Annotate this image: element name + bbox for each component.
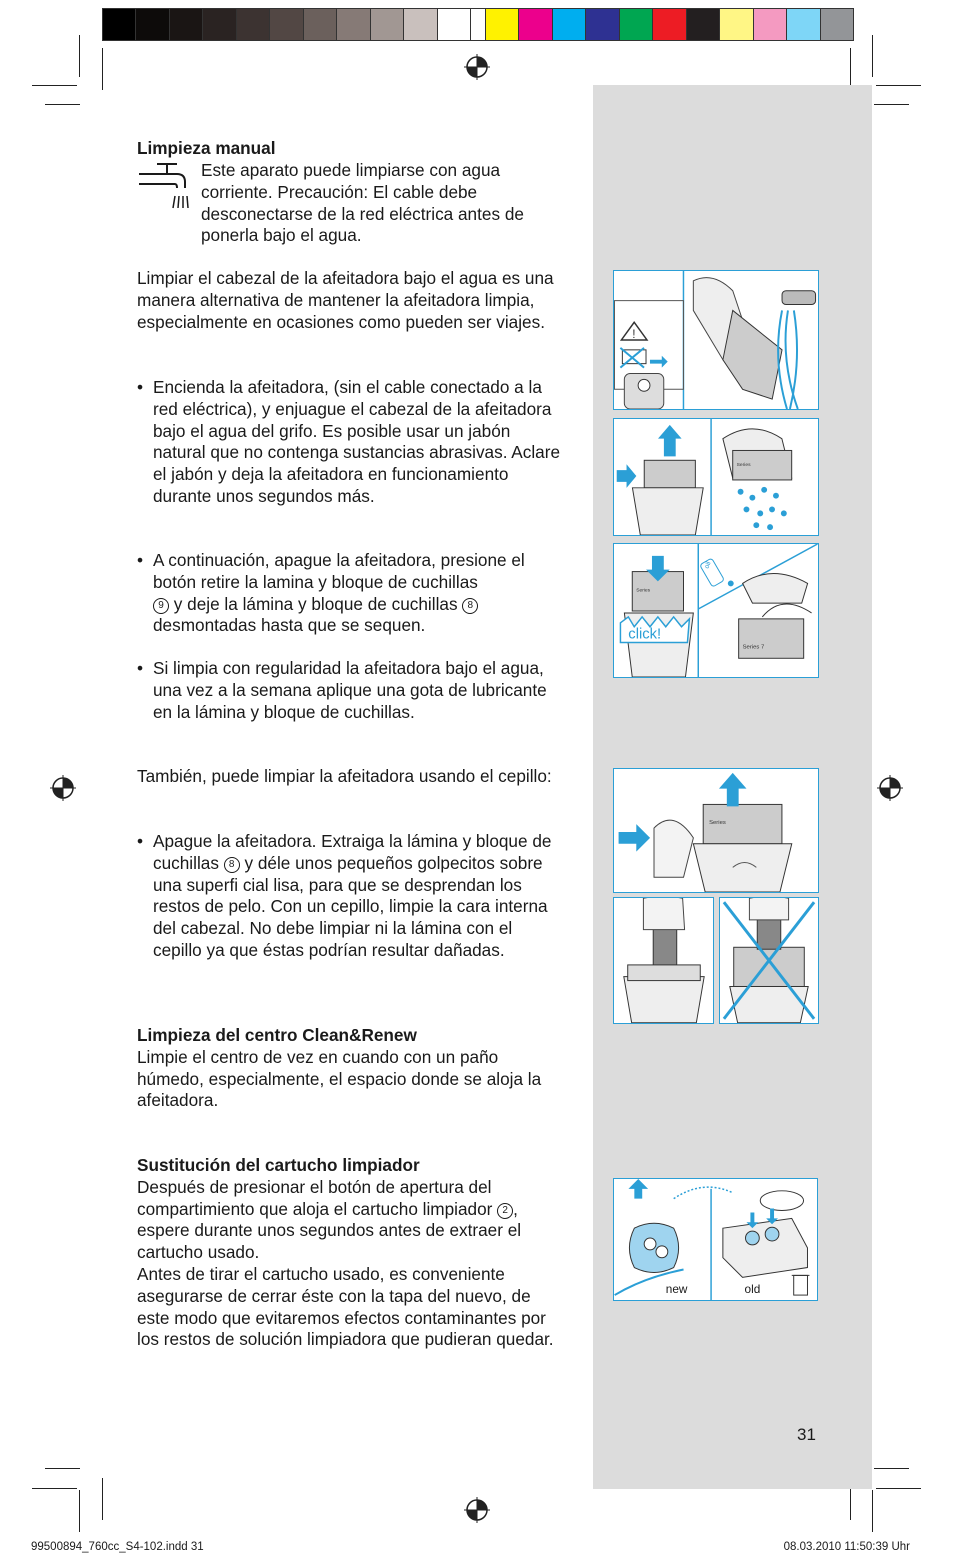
bullet-lubricate: • Si limpia con regularidad la afeitadora bajo el agua, una vez a la semana aplique una gota de lubricante en la lámina y bloque de cuchillas. xyxy=(137,658,562,723)
item-number-badge: 8 xyxy=(224,857,240,873)
crop-mark xyxy=(79,35,80,77)
item-number-badge: 8 xyxy=(462,598,478,614)
figure-brush-foil-prohibited xyxy=(719,897,819,1024)
bullet-text: Si limpia con regularidad la afeitadora bajo el agua, una vez a la semana aplique una gota de lubricante en la lámina y bloque de cuchillas. xyxy=(153,658,547,722)
section-limpieza-manual xyxy=(137,138,562,160)
intro-text xyxy=(201,160,561,247)
registration-mark-left xyxy=(50,775,76,801)
section-heading: Limpieza del centro Clean&Renew xyxy=(137,1025,417,1045)
svg-text:!: ! xyxy=(632,327,636,342)
bullet-text: A continuación, apague la afeitadora, presione el botón retire la lamina y bloque de cuchillas 9 y deje la lámina y bloque de cuchillas 8 desmontadas hasta que se sequen. xyxy=(153,550,525,636)
svg-text:Series: Series xyxy=(709,820,726,827)
section-heading: Sustitución del cartucho limpiador xyxy=(137,1155,420,1175)
color-swatch xyxy=(519,9,552,40)
figure-oil-and-click xyxy=(613,543,819,678)
intro-paragraph: Este aparato puede limpiarse con agua corriente. Precaución: El cable debe desconectarse de la red eléctrica antes de ponerla bajo el agua. xyxy=(201,160,524,246)
color-swatch xyxy=(821,9,853,40)
color-swatch xyxy=(170,9,203,40)
color-swatch xyxy=(586,9,619,40)
color-calibration-bar xyxy=(102,8,854,41)
section-brush-intro xyxy=(137,766,562,788)
crop-mark xyxy=(102,1478,103,1520)
bullet-dry: • A continuación, apague la afeitadora, presione el botón retire la lamina y bloque de cuchillas 9 y deje la lámina y bloque de cuchillas 8 desmontadas hasta que se sequen. xyxy=(137,550,562,637)
svg-text:Series: Series xyxy=(636,588,651,594)
color-swatch xyxy=(237,9,270,40)
color-swatch xyxy=(754,9,787,40)
figure-remove-head xyxy=(613,768,819,893)
registration-mark-bottom xyxy=(464,1497,490,1523)
color-swatch xyxy=(103,9,136,40)
figure-rinse-under-faucet xyxy=(613,270,819,410)
figure-cartridge-replace xyxy=(613,1178,818,1301)
color-swatch xyxy=(787,9,820,40)
item-number-badge: 2 xyxy=(497,1203,513,1219)
paragraph: Limpie el centro de vez en cuando con un paño húmedo, especialmente, el espacio donde se aloja la afeitadora. xyxy=(137,1046,542,1111)
old-label: old xyxy=(744,1282,761,1297)
paragraph: También, puede limpiar la afeitadora usando el cepillo: xyxy=(137,766,552,786)
crop-mark xyxy=(872,1490,873,1532)
crop-mark xyxy=(872,35,873,77)
bullet-text: Apague la afeitadora. Extraiga la lámina y bloque de cuchillas 8 y déle unos pequeños golpecitos sobre una superfi cial lisa, para que se desprendan los restos de pelo. Con un cepillo, limpie la cara interna del cabezal. No debe limpiar ni la lámina con el cepillo ya que éstas podrían resultar dañadas. xyxy=(153,831,552,960)
crop-mark xyxy=(876,85,921,86)
color-swatch xyxy=(720,9,753,40)
item-number-badge: 9 xyxy=(153,598,169,614)
color-swatch xyxy=(553,9,586,40)
oil-label: oil xyxy=(703,560,713,570)
color-swatch xyxy=(486,9,519,40)
figure-brush-inside xyxy=(613,897,714,1024)
paragraph: Limpiar el cabezal de la afeitadora bajo el agua es una manera alternativa de mantener la afeitadora limpia, especialmente en ocasiones como pueden ser viajes. xyxy=(137,268,554,332)
crop-mark xyxy=(874,1468,909,1469)
crop-mark xyxy=(45,1468,80,1469)
section1-body xyxy=(137,268,562,333)
paragraph: Antes de tirar el cartucho usado, es conveniente asegurarse de cerrar éste con la tapa del nuevo, de este modo que evitaremos efectos contaminantes por los restos de solución limpiadora que pudieran quedar. xyxy=(137,1263,554,1350)
color-swatch xyxy=(270,9,303,40)
color-swatch xyxy=(371,9,404,40)
color-swatch xyxy=(687,9,720,40)
section-clean-renew xyxy=(137,1025,562,1112)
color-swatch xyxy=(653,9,686,40)
crop-mark xyxy=(102,48,103,90)
bullet-text: Encienda la afeitadora, (sin el cable conectado a la red eléctrica), y enjuague el cabezal de la afeitadora bajo el agua del grifo. Es posible usar un jabón natural que no contenga sustancias abrasivas. Aclare el jabón y deja la afeitadora en funcionamiento durante unos segundos más. xyxy=(153,377,561,506)
crop-mark xyxy=(876,1488,921,1489)
crop-mark xyxy=(79,1490,80,1532)
series-label: Series 7 xyxy=(742,644,765,651)
paragraph: Después de presionar el botón de apertura del compartimiento que aloja el cartucho limpiador 2 , espere durante unos segundos antes de extraer el cartucho usado. xyxy=(137,1176,522,1263)
footer-file-info: 99500894_760cc_S4-102.indd 31 xyxy=(31,1541,204,1553)
faucet-icon xyxy=(137,160,193,212)
crop-mark xyxy=(32,1488,77,1489)
color-swatch xyxy=(337,9,370,40)
bullet-rinse: • Encienda la afeitadora, (sin el cable conectado a la red eléctrica), y enjuague el cabezal de la afeitadora bajo el agua del grifo. Es posible usar un jabón natural que no contenga sustancias abrasivas. Aclare el jabón y deja la afeitadora en funcionamiento durante unos segundos más. xyxy=(137,377,561,506)
crop-mark xyxy=(850,48,851,90)
crop-mark xyxy=(32,85,77,86)
color-swatch xyxy=(404,9,437,40)
color-bar-gap xyxy=(471,9,486,40)
section-heading: Limpieza manual xyxy=(137,138,276,158)
registration-mark-top xyxy=(464,54,490,80)
color-swatch xyxy=(203,9,236,40)
section-cartridge xyxy=(137,1155,562,1351)
crop-mark xyxy=(874,104,909,105)
color-swatch xyxy=(438,9,471,40)
svg-text:Series: Series xyxy=(736,463,751,469)
color-swatch xyxy=(304,9,337,40)
new-label: new xyxy=(665,1282,688,1297)
crop-mark xyxy=(45,104,80,105)
click-label: click! xyxy=(628,626,662,643)
figure-remove-foil xyxy=(613,418,819,536)
footer-timestamp: 08.03.2010 11:50:39 Uhr xyxy=(783,1541,910,1553)
color-swatch xyxy=(136,9,169,40)
color-swatch xyxy=(620,9,653,40)
bullet-brush: • Apague la afeitadora. Extraiga la lámina y bloque de cuchillas 8 y déle unos pequeños golpecitos sobre una superfi cial lisa, para que se desprendan los restos de pelo. Con un cepillo, limpie la cara interna del cabezal. No debe limpiar ni la lámina con el cepillo ya que éstas podrían resultar dañadas. xyxy=(137,831,562,962)
page-number: 31 xyxy=(797,1425,816,1444)
registration-mark-right xyxy=(877,775,903,801)
